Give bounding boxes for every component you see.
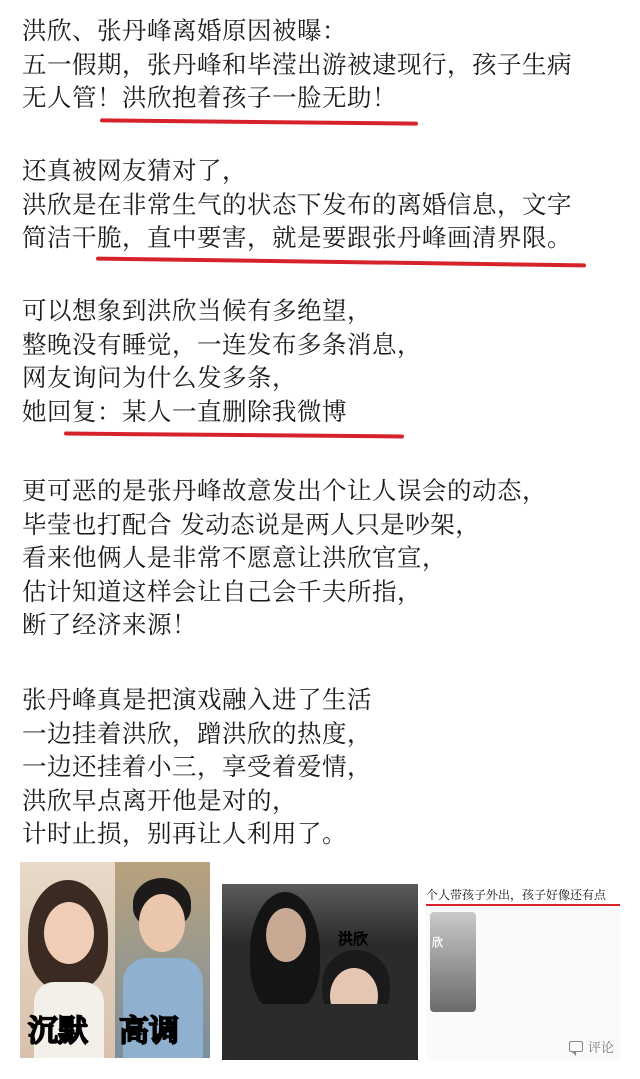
image-gallery [20,862,620,1062]
text-line: 一边挂着洪欣，蹭洪欣的热度， [22,718,372,748]
caption-loud: 高调 [119,1014,179,1049]
image-thumbnail-mother-child[interactable] [222,884,418,1060]
paragraph-1 [22,14,622,115]
text-line: 张丹峰真是把演戏融入进了生活 [22,685,372,714]
text-line: 整晚没有睡觉，一连发布多条消息， [22,329,422,359]
paragraph-5 [22,683,622,851]
paragraph-2 [22,154,622,255]
text-line: 简洁干脆，直中要害，就是要跟张丹峰画清界限。 [22,223,572,252]
text-line: 洪欣、张丹峰离婚原因被曝： [22,16,347,45]
highlight-underline [426,904,620,906]
text-line: 洪欣是在非常生气的状态下发布的离婚信息，文字 [22,189,572,219]
photo-woman [20,862,115,1058]
text-line: 一边还挂着小三，享受着爱情， [22,752,372,781]
photo-man [115,862,210,1058]
text-line: 毕莹也打配合 发动态说是两人只是吵架， [22,509,481,539]
small-photo-label: 欣 [432,936,443,949]
text-line: 无人管！洪欣抱着孩子一脸无助！ [22,83,397,112]
text-line: 五一假期，张丹峰和毕滢出游被逮现行，孩子生病 [22,49,572,79]
face-shape [139,894,185,952]
paragraph-3 [22,294,622,428]
highlight-underline [100,118,418,125]
caption-silent: 沉默 [28,1014,88,1049]
text-line: 还真被网友猜对了， [22,156,247,185]
face-shape [44,902,94,964]
text-line: 看来他俩人是非常不愿意让洪欣官宣， [22,543,447,572]
text-line: 断了经济来源！ [22,610,197,639]
paragraph-4 [22,474,622,642]
highlight-underline [96,257,586,268]
text-line: 可以想象到洪欣当候有多绝望， [22,296,372,325]
comment-label: 评论 [587,1041,614,1056]
text-line: 估计知道这样会让自己会千夫所指， [22,576,422,606]
image-thumbnail-couple[interactable] [20,862,210,1058]
text-line: 她回复：某人一直删除我微博 [22,396,347,426]
highlight-underline [64,432,404,439]
screenshot-caption: 个人带孩子外出，孩子好像还有点 [426,884,620,906]
small-photo [430,912,476,1012]
comment-icon [569,1041,583,1052]
image-thumbnail-screenshot[interactable] [426,884,620,1060]
text-line: 网友询问为什么发多条， [22,363,297,392]
comment-button[interactable] [569,1037,614,1056]
face-shape [266,908,306,962]
text-line: 计时止损，别再让人利用了。 [22,819,347,848]
name-label: 洪欣 [338,930,369,948]
text-line: 洪欣早点离开他是对的， [22,785,297,815]
text-line: 更可恶的是张丹峰故意发出个让人误会的动态， [22,476,547,505]
clothing-shape [232,1004,408,1060]
